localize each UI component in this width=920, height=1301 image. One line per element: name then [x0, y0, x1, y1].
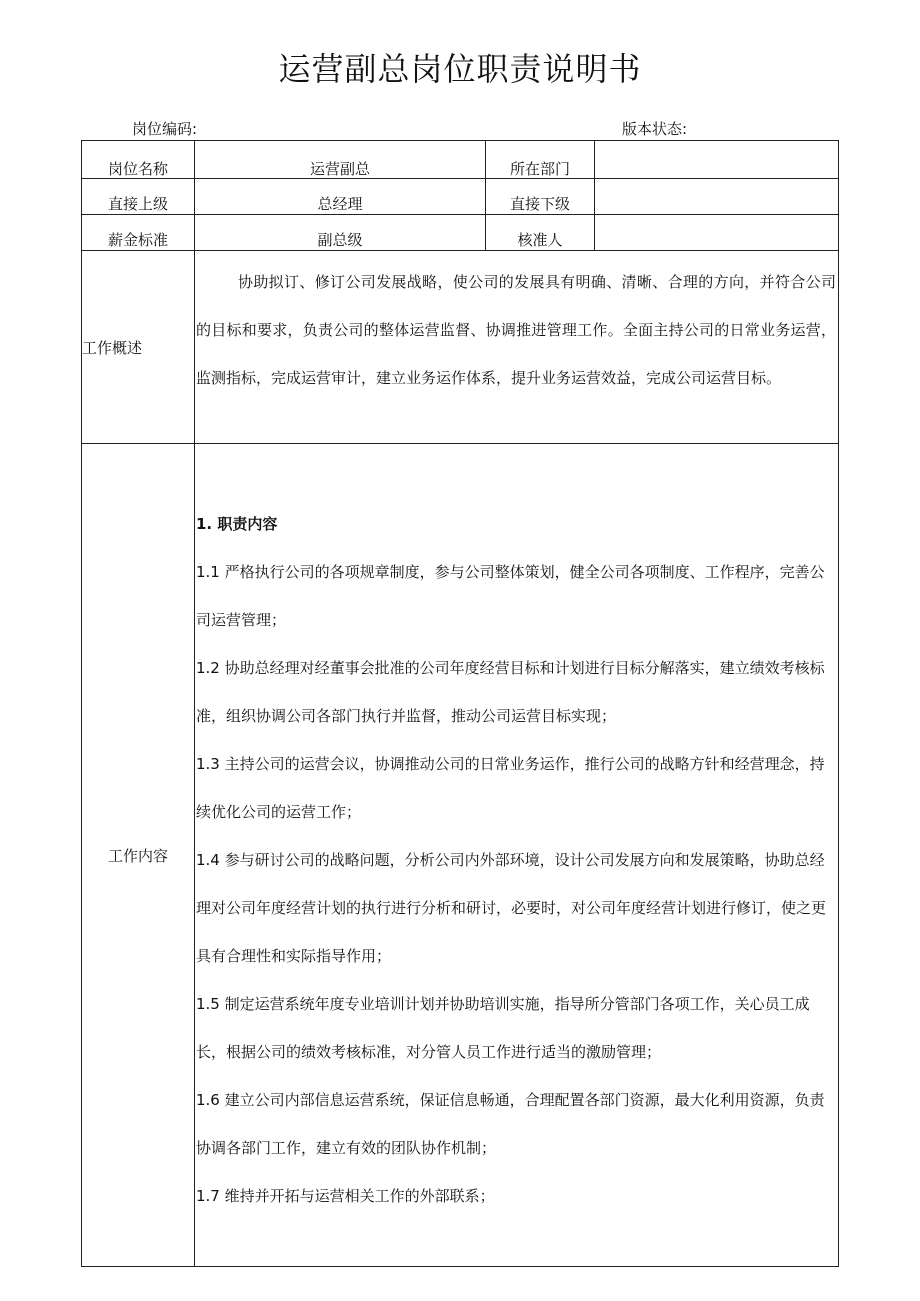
- duty-item: 1.6 建立公司内部信息运营系统，保证信息畅通，合理配置各部门资源，最大化利用资源，负责协调各部门工作，建立有效的团队协作机制；: [196, 1091, 825, 1157]
- duty-item: 1.4 参与研讨公司的战略问题，分析公司内外部环境，设计公司发展方向和发展策略，协助总经理对公司年度经营计划的执行进行分析和研讨，必要时，对公司年度经营计划进行修订，使之更具有合理性和实际指导作用；: [196, 851, 827, 965]
- direct-subordinate-value: [595, 185, 838, 221]
- column-divider: [194, 140, 195, 1267]
- direct-superior-value: 总经理: [317, 194, 363, 213]
- duty-item: 1.5 制定运营系统年度专业培训计划并协助培训实施，指导所分管部门各项工作，关心员工成长，根据公司的绩效考核标准，对分管人员工作进行适当的激励管理；: [196, 995, 810, 1061]
- duty-item: 1.7 维持并开拓与运营相关工作的外部联系；: [196, 1187, 495, 1205]
- direct-superior-label: 直接上级: [107, 194, 168, 213]
- approver-value: [595, 221, 838, 257]
- salary-standard-label: 薪金标准: [107, 230, 168, 249]
- document-title: 运营副总岗位职责说明书: [278, 50, 642, 88]
- version-status-label: 版本状态:: [622, 120, 688, 138]
- position-name-value: 运营副总: [309, 159, 370, 178]
- table-border-right: [838, 140, 839, 1267]
- work-overview-text: [196, 258, 836, 402]
- duty-item: 1.1 严格执行公司的各项规章制度，参与公司整体策划，健全公司各项制度、工作程序，完善公司运营管理；: [196, 563, 825, 629]
- duty-item: 1.2 协助总经理对经董事会批准的公司年度经营目标和计划进行目标分解落实，建立绩效考核标准，组织协调公司各部门执行并监督，推动公司运营目标实现；: [196, 659, 825, 725]
- work-content-label: 工作内容: [107, 847, 168, 865]
- approver-label: 核准人: [517, 230, 563, 249]
- department-label: 所在部门: [509, 159, 570, 178]
- work-overview-paragraph: 协助拟订、修订公司发展战略，使公司的发展具有明确、清晰、合理的方向，并符合公司的目标和要求，负责公司的整体运营监督、协调推进管理工作。全面主持公司的日常业务运营，监测指标，完成运营审计，建立业务运作体系，提升业务运营效益，完成公司运营目标。: [196, 273, 836, 387]
- department-value: [595, 150, 838, 186]
- work-overview-label: 工作概述: [82, 338, 143, 357]
- duty-item: 1.3 主持公司的运营会议，协调推动公司的日常业务运作，推行公司的战略方针和经营理念，持续优化公司的运营工作；: [196, 755, 825, 821]
- position-name-label: 岗位名称: [107, 159, 168, 178]
- work-content-text: [196, 500, 838, 1220]
- direct-subordinate-label: 直接下级: [509, 194, 570, 213]
- position-code-label: 岗位编码:: [132, 120, 198, 138]
- duties-heading: 1. 职责内容: [196, 515, 278, 533]
- salary-standard-value: 副总级: [317, 230, 363, 249]
